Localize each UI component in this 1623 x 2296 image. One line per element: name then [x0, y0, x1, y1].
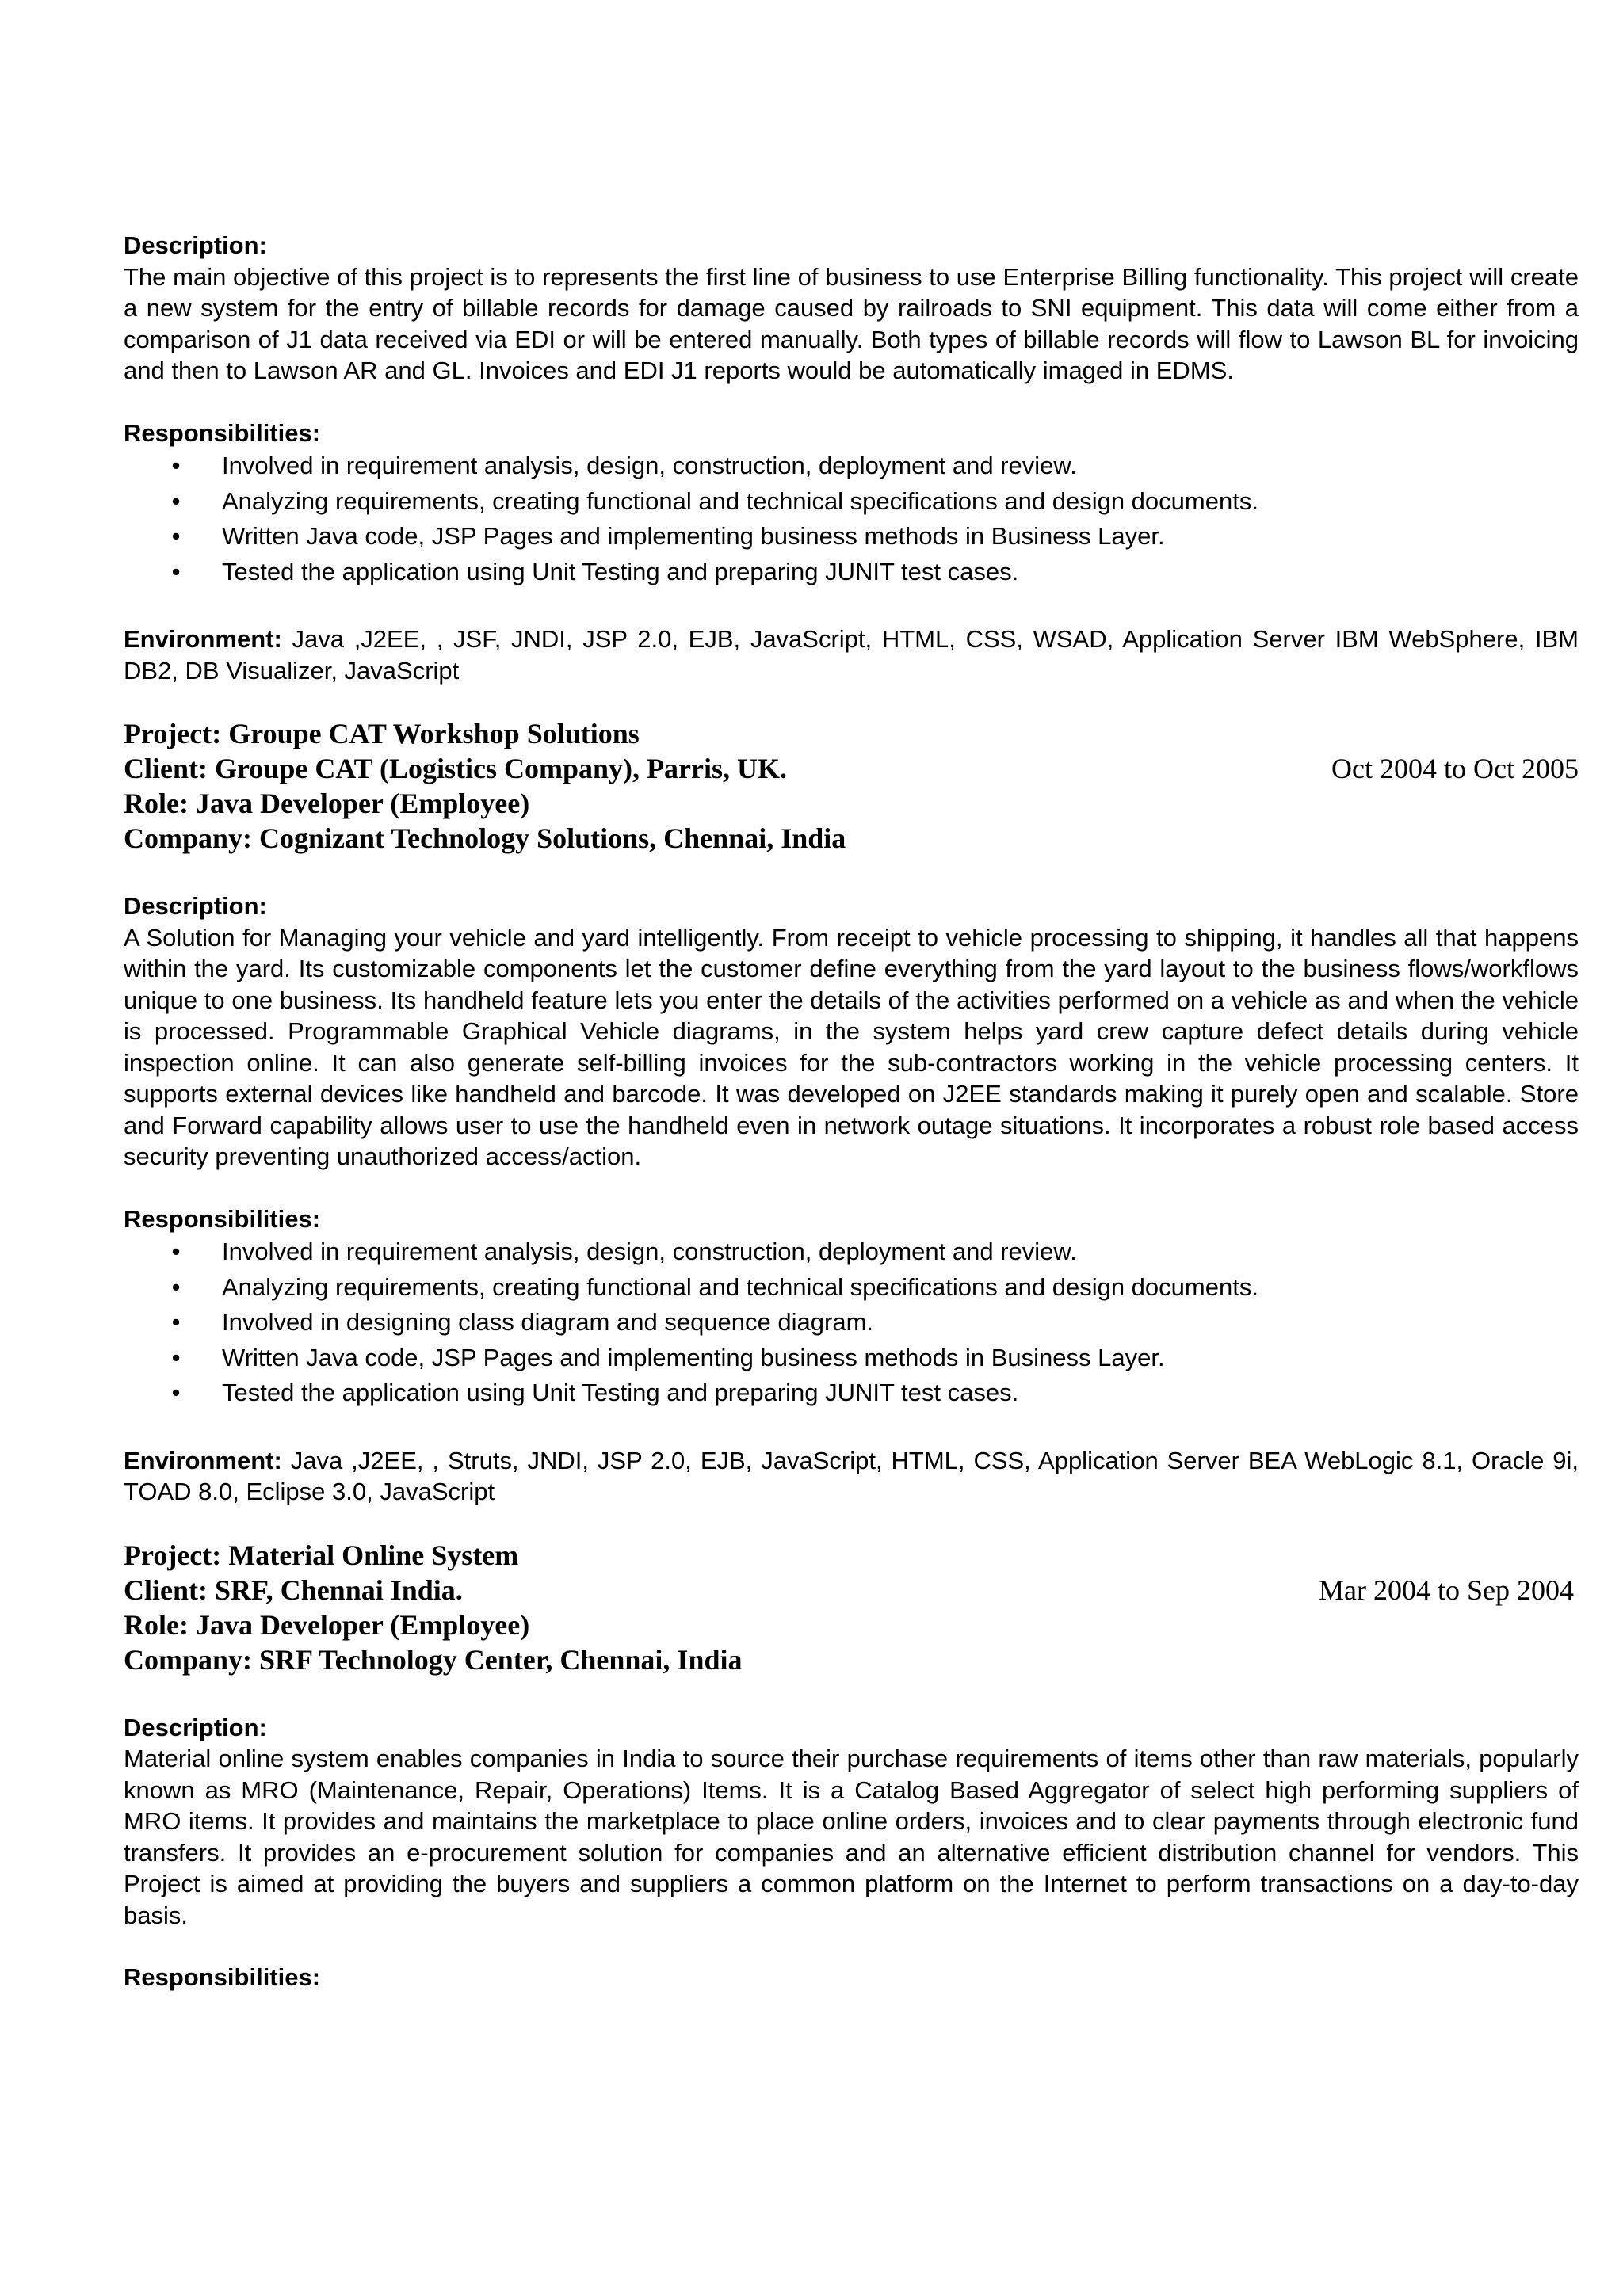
environment-label: Environment: [124, 625, 282, 653]
project-dates: Oct 2004 to Oct 2005 [1331, 753, 1579, 784]
project-dates: Mar 2004 to Sep 2004 [1319, 1573, 1574, 1606]
bullet-icon: • [171, 452, 181, 479]
resume-page [124, 230, 1579, 1993]
responsibilities-list [124, 1234, 1579, 1411]
environment-line [124, 624, 1579, 686]
list-item: • Involved in designing class diagram and sequence diagram. [124, 1305, 1579, 1341]
description-heading: Description: [124, 892, 267, 920]
list-item: • Written Java code, JSP Pages and implementing business methods in Business Layer. [124, 519, 1579, 555]
list-item: • Involved in requirement analysis, design, construction, deployment and review. [124, 1234, 1579, 1270]
section-1 [124, 230, 1579, 686]
client-line [124, 751, 1579, 786]
environment-line [124, 1445, 1579, 1508]
role-line: Role: Java Developer (Employee) [124, 1608, 530, 1641]
project-2-body [124, 891, 1579, 1508]
client-line [124, 1573, 1579, 1608]
list-item: • Analyzing requirements, creating functional and technical specifications and design documents. [124, 484, 1579, 520]
role-line: Role: Java Developer (Employee) [124, 788, 530, 819]
description-heading: Description: [124, 1713, 267, 1741]
list-item: • Written Java code, JSP Pages and implementing business methods in Business Layer. [124, 1341, 1579, 1376]
description-heading: Description: [124, 231, 267, 259]
description-text: Material online system enables companies in India to source their purchase requirements of items other than raw materials, popularly known as MRO (Maintenance, Repair, Operations) Items. It is a Catalog Based Aggregator of select high performing suppliers of MRO items. It provides and maintains the marketplace to place online orders, invoices and to clear payments through electronic fund transfers. It provides an e-procurement solution for companies and an alternative efficient distribution channel for vendors. This Project is aimed at providing the buyers and suppliers a common platform on the Internet to perform transactions on a day-to-day basis. [124, 1745, 1579, 1929]
bullet-icon: • [171, 1238, 181, 1265]
environment-label: Environment: [124, 1446, 282, 1474]
responsibilities-heading: Responsibilities: [124, 418, 321, 447]
responsibilities-list [124, 448, 1579, 589]
bullet-icon: • [171, 1272, 181, 1301]
bullet-icon: • [171, 486, 181, 515]
bullet-icon: • [171, 522, 181, 550]
client-text: Client: SRF, Chennai India. [124, 1573, 463, 1606]
environment-text: Java ,J2EE, , Struts, JNDI, JSP 2.0, EJB, JavaScript, HTML, CSS, Application Server BEA WebLogic 8.1, Oracle 9i, TOAD 8.0, Eclipse 3.0, JavaScript [124, 1446, 1579, 1505]
project-3-body [124, 1712, 1579, 1993]
company-line: Company: Cognizant Technology Solutions, Chennai, India [124, 822, 846, 854]
list-item: • Tested the application using Unit Testing and preparing JUNIT test cases. [124, 1375, 1579, 1411]
bullet-icon: • [171, 1379, 181, 1406]
bullet-icon: • [171, 557, 181, 585]
responsibilities-heading: Responsibilities: [124, 1963, 321, 1991]
project-2-header [124, 716, 1579, 856]
bullet-icon: • [171, 1343, 181, 1371]
list-item: • Tested the application using Unit Testing and preparing JUNIT test cases. [124, 555, 1579, 590]
project-3-header [124, 1538, 1579, 1677]
description-text: The main objective of this project is to represents the first line of business to use Enterprise Billing functionality. This project will create a new system for the entry of billable records for damage caused by railroads to SNI equipment. This data will come either from a comparison of J1 data received via EDI or will be entered manually. Both types of billable records will flow to Lawson BL for invoicing and then to Lawson AR and GL. Invoices and EDI J1 reports would be automatically imaged in EDMS. [124, 262, 1579, 384]
environment-text: Java ,J2EE, , JSF, JNDI, JSP 2.0, EJB, JavaScript, HTML, CSS, WSAD, Application Server IBM WebSphere, IBM DB2, DB Visualizer, JavaScript [124, 625, 1579, 685]
description-text: A Solution for Managing your vehicle and yard intelligently. From receipt to vehicle processing to shipping, it handles all that happens within the yard. Its customizable components let the customer define everything from the yard layout to the business flows/workflows unique to one business. Its handheld feature lets you enter the details of the activities performed on a vehicle as and when the vehicle is processed. Programmable Graphical Vehicle diagrams, in the system helps yard crew capture defect details during vehicle inspection online. It can also generate self-billing invoices for the sub-contractors working in the vehicle processing centers. It supports external devices like handheld and barcode. It was developed on J2EE standards making it purely open and scalable. Store and Forward capability allows user to use the handheld even in network outage situations. It incorporates a robust role based access security preventing unauthorized access/action. [124, 923, 1579, 1170]
list-item: • Analyzing requirements, creating functional and technical specifications and design documents. [124, 1270, 1579, 1306]
bullet-icon: • [171, 1308, 181, 1336]
project-title: Project: Material Online System [124, 1539, 519, 1571]
project-title: Project: Groupe CAT Workshop Solutions [124, 718, 640, 749]
list-item: • Involved in requirement analysis, design, construction, deployment and review. [124, 448, 1579, 484]
client-text: Client: Groupe CAT (Logistics Company), Parris, UK. [124, 753, 787, 784]
responsibilities-heading: Responsibilities: [124, 1204, 321, 1233]
company-line: Company: SRF Technology Center, Chennai, India [124, 1643, 743, 1676]
